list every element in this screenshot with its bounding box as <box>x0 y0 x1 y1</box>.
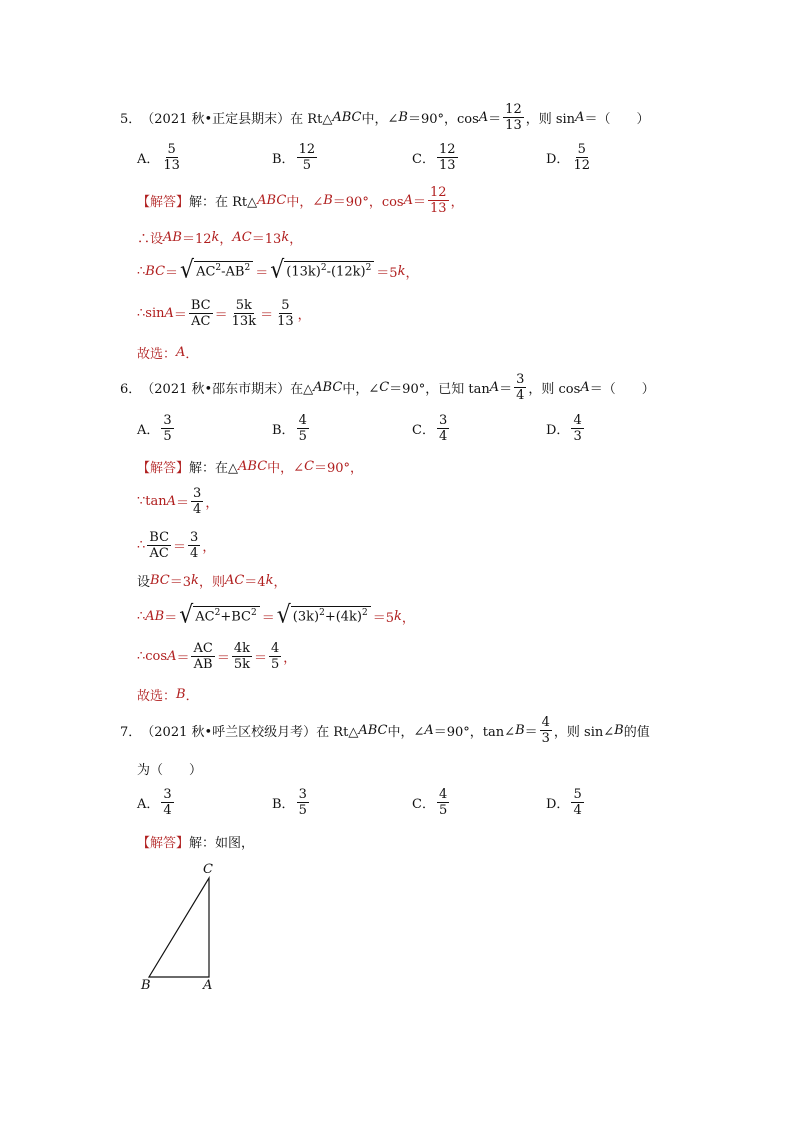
option-c[interactable]: C． $\frac{4}{5}$ <box>412 787 448 818</box>
question-source: （2021 秋•正定县期末） <box>141 111 291 127</box>
option-c[interactable]: C． $\frac{3}{4}$ <box>412 413 448 444</box>
square-root: √ $(3k)^2+(4k)^2$ <box>277 605 371 627</box>
q5-solution-line-1: 【解答】 解：在 Rt△ ABC 中，∠ B ＝90°，cos A ＝ $\frac{12}{13}$ ， <box>137 184 464 216</box>
q6-stem: 6． （2021 秋•邵东市期末） 在△ ABC 中，∠ C ＝90°，已知 tan A ＝ $\frac{3}{4}$ ，则 cos A ＝（ ） <box>120 371 655 403</box>
q7-stem: 7． （2021 秋•呼兰区校级月考） 在 Rt△ ABC 中，∠ A ＝90°，tan∠ B ＝ $\frac{4}{3}$ ，则 sin∠ B 的值 <box>120 714 650 746</box>
q5-answer: 故选： A ． <box>137 344 199 362</box>
q7-stem-line-2: 为（ ） <box>137 762 203 778</box>
question-number: 5． <box>120 111 142 127</box>
question-number: 7． <box>120 724 142 740</box>
q5-solution-line-2: ∴设 AB ＝12 k ， AC ＝13 k ， <box>137 229 303 247</box>
question-source: （2021 秋•呼兰区校级月考） <box>141 724 317 740</box>
vertex-label-b: B <box>141 978 151 993</box>
vertex-label-c: C <box>203 862 213 877</box>
solution-tag: 【解答】 <box>137 460 190 476</box>
option-d[interactable]: D． $\frac{4}{3}$ <box>546 413 582 444</box>
q6-answer: 故选： B ． <box>137 686 199 704</box>
q7-solution-line-1: 【解答】 解：如图， <box>137 831 254 851</box>
question-number: 6． <box>120 381 142 397</box>
solution-tag: 【解答】 <box>137 194 190 210</box>
triangle-figure <box>135 860 225 1000</box>
option-d[interactable]: D． $\frac{5}{12}$ <box>546 142 590 173</box>
q6-solution-line-4: 设 BC ＝3 k ，则 AC ＝4 k ， <box>137 572 287 590</box>
option-a[interactable]: A． $\frac{3}{5}$ <box>137 413 172 444</box>
question-source: （2021 秋•邵东市期末） <box>141 381 291 397</box>
square-root: √ $(13k)^2-(12k)^2$ <box>270 260 374 282</box>
fraction: $\frac{12}{13}$ <box>505 101 522 133</box>
q6-solution-line-5: ∴ AB ＝ √ $AC^2+BC^2$ ＝ √ $(3k)^2+(4k)^2$ ＝5 k ， <box>137 601 415 630</box>
square-root: √ $AC^2-AB^2$ <box>180 260 253 282</box>
option-a[interactable]: A． $\frac{3}{4}$ <box>137 787 172 818</box>
triangle-abc <box>149 878 209 977</box>
option-b[interactable]: B． $\frac{12}{5}$ <box>272 142 316 173</box>
option-d[interactable]: D． $\frac{5}{4}$ <box>546 787 582 818</box>
option-b[interactable]: B． $\frac{4}{5}$ <box>272 413 307 444</box>
vertex-label-a: A <box>203 978 213 993</box>
option-a[interactable]: A． $\frac{5}{13}$ <box>137 142 180 173</box>
square-root: √ $AC^2+BC^2$ <box>179 605 259 627</box>
q5-solution-line-3: ∴ BC ＝ √ $AC^2-AB^2$ ＝ √ $(13k)^2-(12k)^2$ ＝5 k ， <box>137 256 419 285</box>
option-b[interactable]: B． $\frac{3}{5}$ <box>272 787 307 818</box>
solution-tag: 【解答】 <box>137 835 190 851</box>
q5-solution-line-4: ∴sin A ＝ $\frac{BC}{AC}$ ＝ $\frac{5k}{13k}$ ＝ $\frac{5}{13}$ ， <box>137 297 311 329</box>
q6-solution-line-2: ∵tan A ＝ $\frac{3}{4}$ ， <box>137 485 219 517</box>
q5-stem: 5． （2021 秋•正定县期末） 在 Rt△ ABC 中，∠ B ＝90°，cos A ＝ $\frac{12}{13}$ ，则 sin A ＝（ ） <box>120 101 650 133</box>
q6-solution-line-6: ∴cos A ＝ $\frac{AC}{AB}$ ＝ $\frac{4k}{5k}$ ＝ $\frac{4}{5}$ ， <box>137 640 297 672</box>
q6-solution-line-3: ∴ $\frac{BC}{AC}$ ＝ $\frac{3}{4}$ ， <box>137 529 216 561</box>
q6-solution-line-1: 【解答】 解：在△ ABC 中，∠ C ＝90°， <box>137 458 364 476</box>
option-c[interactable]: C． $\frac{12}{13}$ <box>412 142 456 173</box>
